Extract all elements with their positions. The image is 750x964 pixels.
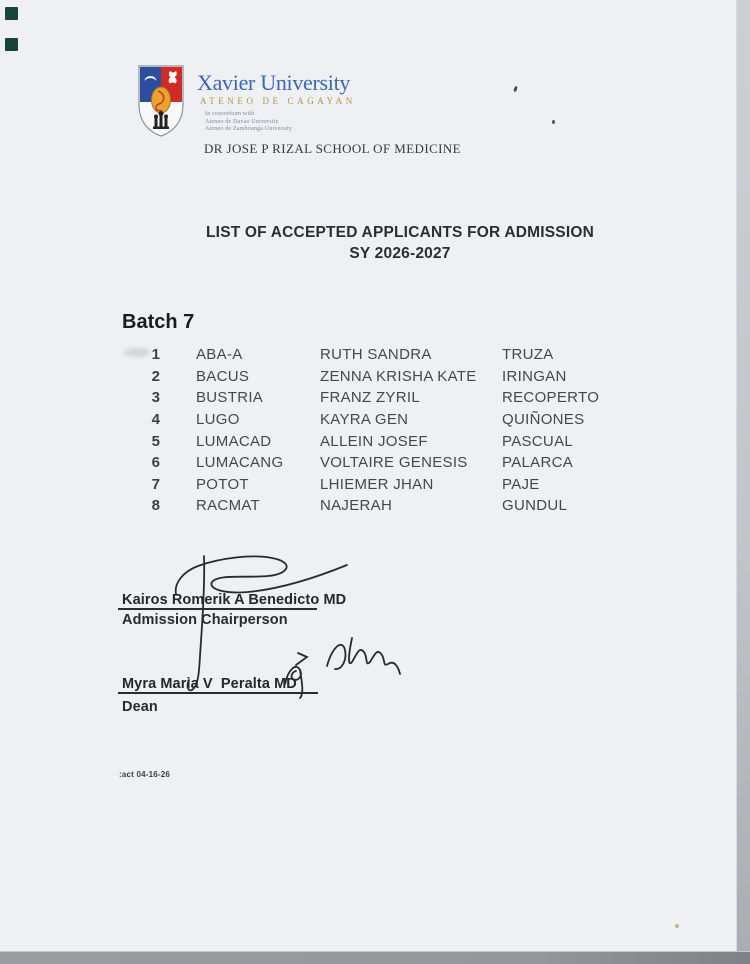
applicant-row [0, 344, 700, 366]
consortium-note [205, 111, 292, 134]
university-name: Xavier University [197, 70, 351, 95]
applicant-number: 7 [151, 475, 161, 493]
applicant-surname: LUMACAD [196, 432, 272, 450]
signatory-title: Dean [122, 699, 158, 715]
applicant-surname: BACUS [196, 367, 250, 385]
applicant-middle-name: TRUZA [502, 346, 554, 363]
applicant-row [0, 387, 700, 409]
applicant-surname: BUSTRIA [196, 389, 264, 407]
scan-artifact-square [5, 7, 18, 20]
document-title-line1: LIST OF ACCEPTED APPLICANTS FOR ADMISSION [206, 224, 594, 241]
applicant-number: 1 [151, 346, 161, 363]
document-title-line2: SY 2026-2027 [349, 245, 451, 262]
applicant-given-name: FRANZ ZYRIL [320, 389, 420, 407]
applicant-surname: POTOT [196, 475, 249, 493]
applicant-row [0, 495, 700, 517]
signature-line [118, 692, 318, 694]
applicant-row [0, 366, 700, 388]
applicant-middle-name: PALARCA [502, 454, 574, 472]
applicant-number: 5 [151, 432, 161, 450]
applicant-given-name: LHIEMER JHAN [320, 475, 434, 493]
applicant-middle-name: GUNDUL [502, 497, 568, 515]
footer-note: :act 04-16-26 [119, 770, 171, 779]
applicant-middle-name: PASCUAL [502, 432, 574, 450]
applicant-middle-name: PAJE [502, 475, 540, 493]
scan-speck [513, 86, 518, 93]
applicant-surname: LUMACANG [196, 454, 284, 472]
scan-edge-bottom [0, 951, 750, 964]
scan-artifact-square [5, 38, 18, 51]
university-subtitle: ATENEO DE CAGAYAN [200, 96, 356, 106]
batch-heading: Batch 7 [122, 311, 195, 333]
applicant-row [0, 452, 700, 474]
applicant-number: 3 [151, 389, 161, 407]
signatory-name: Kairos Romerik A Benedicto MD [122, 592, 347, 608]
signatory-name: Myra Maria V Peralta MD [122, 676, 297, 692]
scan-speck [552, 120, 555, 124]
consortium-line: Ateneo de Davao University [205, 118, 279, 125]
applicant-row [0, 431, 700, 453]
applicant-given-name: NAJERAH [320, 497, 393, 515]
document-title [125, 222, 675, 264]
applicant-middle-name: QUIÑONES [502, 410, 585, 428]
signatory-title: Admission Chairperson [122, 612, 288, 628]
applicant-given-name: ZENNA KRISHA KATE [320, 367, 477, 385]
signature-line [118, 608, 317, 610]
consortium-line: Ateneo de Zamboanga University [205, 126, 293, 133]
applicant-row [0, 409, 700, 431]
applicant-surname: LUGO [196, 410, 240, 428]
applicant-surname: ABA-A [196, 346, 243, 363]
applicant-number: 4 [151, 410, 161, 428]
university-seal-icon [137, 64, 185, 138]
applicant-given-name: ALLEIN JOSEF [320, 432, 428, 450]
scan-edge-right [736, 0, 750, 964]
applicant-middle-name: IRINGAN [502, 367, 567, 385]
applicant-middle-name: RECOPERTO [502, 389, 600, 407]
applicant-number: 2 [151, 367, 161, 385]
applicant-row [0, 474, 700, 496]
consortium-line: In consortium with [205, 111, 255, 117]
applicant-given-name: RUTH SANDRA [320, 346, 432, 363]
applicant-given-name: KAYRA GEN [320, 410, 409, 428]
applicants-list [0, 344, 700, 517]
scan-speck [675, 924, 679, 928]
applicant-given-name: VOLTAIRE GENESIS [320, 454, 468, 472]
school-name: DR JOSE P RIZAL SCHOOL OF MEDICINE [204, 141, 462, 156]
applicant-number: 8 [151, 497, 161, 515]
applicant-number: 6 [151, 454, 161, 472]
applicant-surname: RACMAT [196, 497, 261, 515]
